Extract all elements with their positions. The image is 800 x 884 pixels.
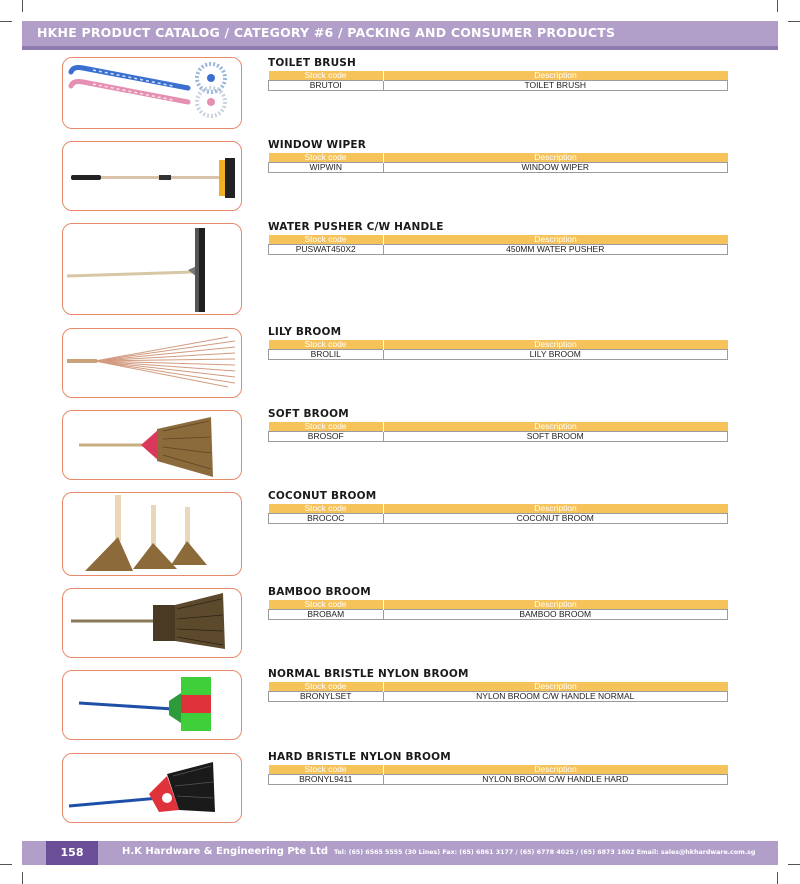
table-row (269, 514, 728, 524)
description-cell: 450MM WATER PUSHER (383, 245, 728, 255)
table-row (269, 432, 728, 442)
contact-info: Tel: (65) 6565 5555 (30 Lines) Fax: (65) 6861 3177 / (65) 6778 4025 / (65) 6873 1602 Email: sales@hkhardware.com.sg (334, 849, 756, 856)
description-header: Description (383, 600, 728, 610)
table-row (269, 692, 728, 702)
stock-code-header: Stock code (269, 340, 384, 350)
description-cell: NYLON BROOM C/W HANDLE HARD (383, 775, 728, 785)
product-name: WINDOW WIPER (268, 139, 366, 151)
stock-code-header: Stock code (269, 504, 384, 514)
stock-code-cell: PUSWAT450X2 (269, 245, 384, 255)
page-number: 158 (46, 841, 98, 865)
description-header: Description (383, 235, 728, 245)
description-header: Description (383, 340, 728, 350)
page-title: HKHE PRODUCT CATALOG / CATEGORY #6 / PACKING AND CONSUMER PRODUCTS (37, 25, 616, 40)
product-name: NORMAL BRISTLE NYLON BROOM (268, 668, 469, 680)
crop-mark-top-left (22, 0, 23, 12)
stock-code-cell: BRUTOI (269, 81, 384, 91)
product-table (268, 765, 728, 785)
stock-code-header: Stock code (269, 682, 384, 692)
description-header: Description (383, 422, 728, 432)
stock-code-cell: BRONYLSET (269, 692, 384, 702)
stock-code-cell: BROBAM (269, 610, 384, 620)
toilet-brush-photo (62, 57, 242, 129)
table-row (269, 81, 728, 91)
stock-code-cell: WIPWIN (269, 163, 384, 173)
product-name: WATER PUSHER C/W HANDLE (268, 221, 444, 233)
stock-code-header: Stock code (269, 235, 384, 245)
header-accent (22, 46, 778, 50)
product-name: COCONUT BROOM (268, 490, 377, 502)
crop-mark-top-right (777, 0, 778, 12)
stock-code-header: Stock code (269, 422, 384, 432)
description-cell: WINDOW WIPER (383, 163, 728, 173)
product-table (268, 682, 728, 702)
product-table (268, 340, 728, 360)
description-cell: SOFT BROOM (383, 432, 728, 442)
description-header: Description (383, 682, 728, 692)
crop-mark-bottom-left (22, 872, 23, 884)
table-row (269, 245, 728, 255)
stock-code-header: Stock code (269, 765, 384, 775)
product-table (268, 600, 728, 620)
description-cell: TOILET BRUSH (383, 81, 728, 91)
product-name: TOILET BRUSH (268, 57, 357, 69)
stock-code-cell: BRONYL9411 (269, 775, 384, 785)
description-header: Description (383, 153, 728, 163)
description-header: Description (383, 765, 728, 775)
product-name: SOFT BROOM (268, 408, 349, 420)
product-table (268, 153, 728, 173)
nylon-broom-normal-photo (62, 670, 242, 740)
crop-mark-top-left-h (0, 21, 12, 22)
bamboo-broom-photo (62, 588, 242, 658)
description-cell: NYLON BROOM C/W HANDLE NORMAL (383, 692, 728, 702)
crop-mark-top-right-h (788, 21, 800, 22)
crop-mark-bottom-right (777, 872, 778, 884)
soft-broom-photo (62, 410, 242, 480)
crop-mark-bottom-right-h (788, 864, 800, 865)
product-name: BAMBOO BROOM (268, 586, 371, 598)
lily-broom-photo (62, 328, 242, 398)
description-cell: COCONUT BROOM (383, 514, 728, 524)
product-table (268, 422, 728, 442)
product-name: HARD BRISTLE NYLON BROOM (268, 751, 451, 763)
description-cell: BAMBOO BROOM (383, 610, 728, 620)
coconut-broom-photo (62, 492, 242, 576)
table-row (269, 610, 728, 620)
water-pusher-photo (62, 223, 242, 315)
table-row (269, 350, 728, 360)
description-cell: LILY BROOM (383, 350, 728, 360)
description-header: Description (383, 504, 728, 514)
crop-mark-bottom-left-h (0, 864, 12, 865)
stock-code-cell: BROLIL (269, 350, 384, 360)
product-table (268, 235, 728, 255)
stock-code-header: Stock code (269, 153, 384, 163)
table-row (269, 163, 728, 173)
product-table (268, 71, 728, 91)
company-name: H.K Hardware & Engineering Pte Ltd (122, 846, 329, 857)
description-header: Description (383, 71, 728, 81)
stock-code-header: Stock code (269, 600, 384, 610)
table-row (269, 775, 728, 785)
stock-code-cell: BROCOC (269, 514, 384, 524)
product-name: LILY BROOM (268, 326, 342, 338)
product-table (268, 504, 728, 524)
stock-code-cell: BROSOF (269, 432, 384, 442)
window-wiper-photo (62, 141, 242, 211)
stock-code-header: Stock code (269, 71, 384, 81)
nylon-broom-hard-photo (62, 753, 242, 823)
